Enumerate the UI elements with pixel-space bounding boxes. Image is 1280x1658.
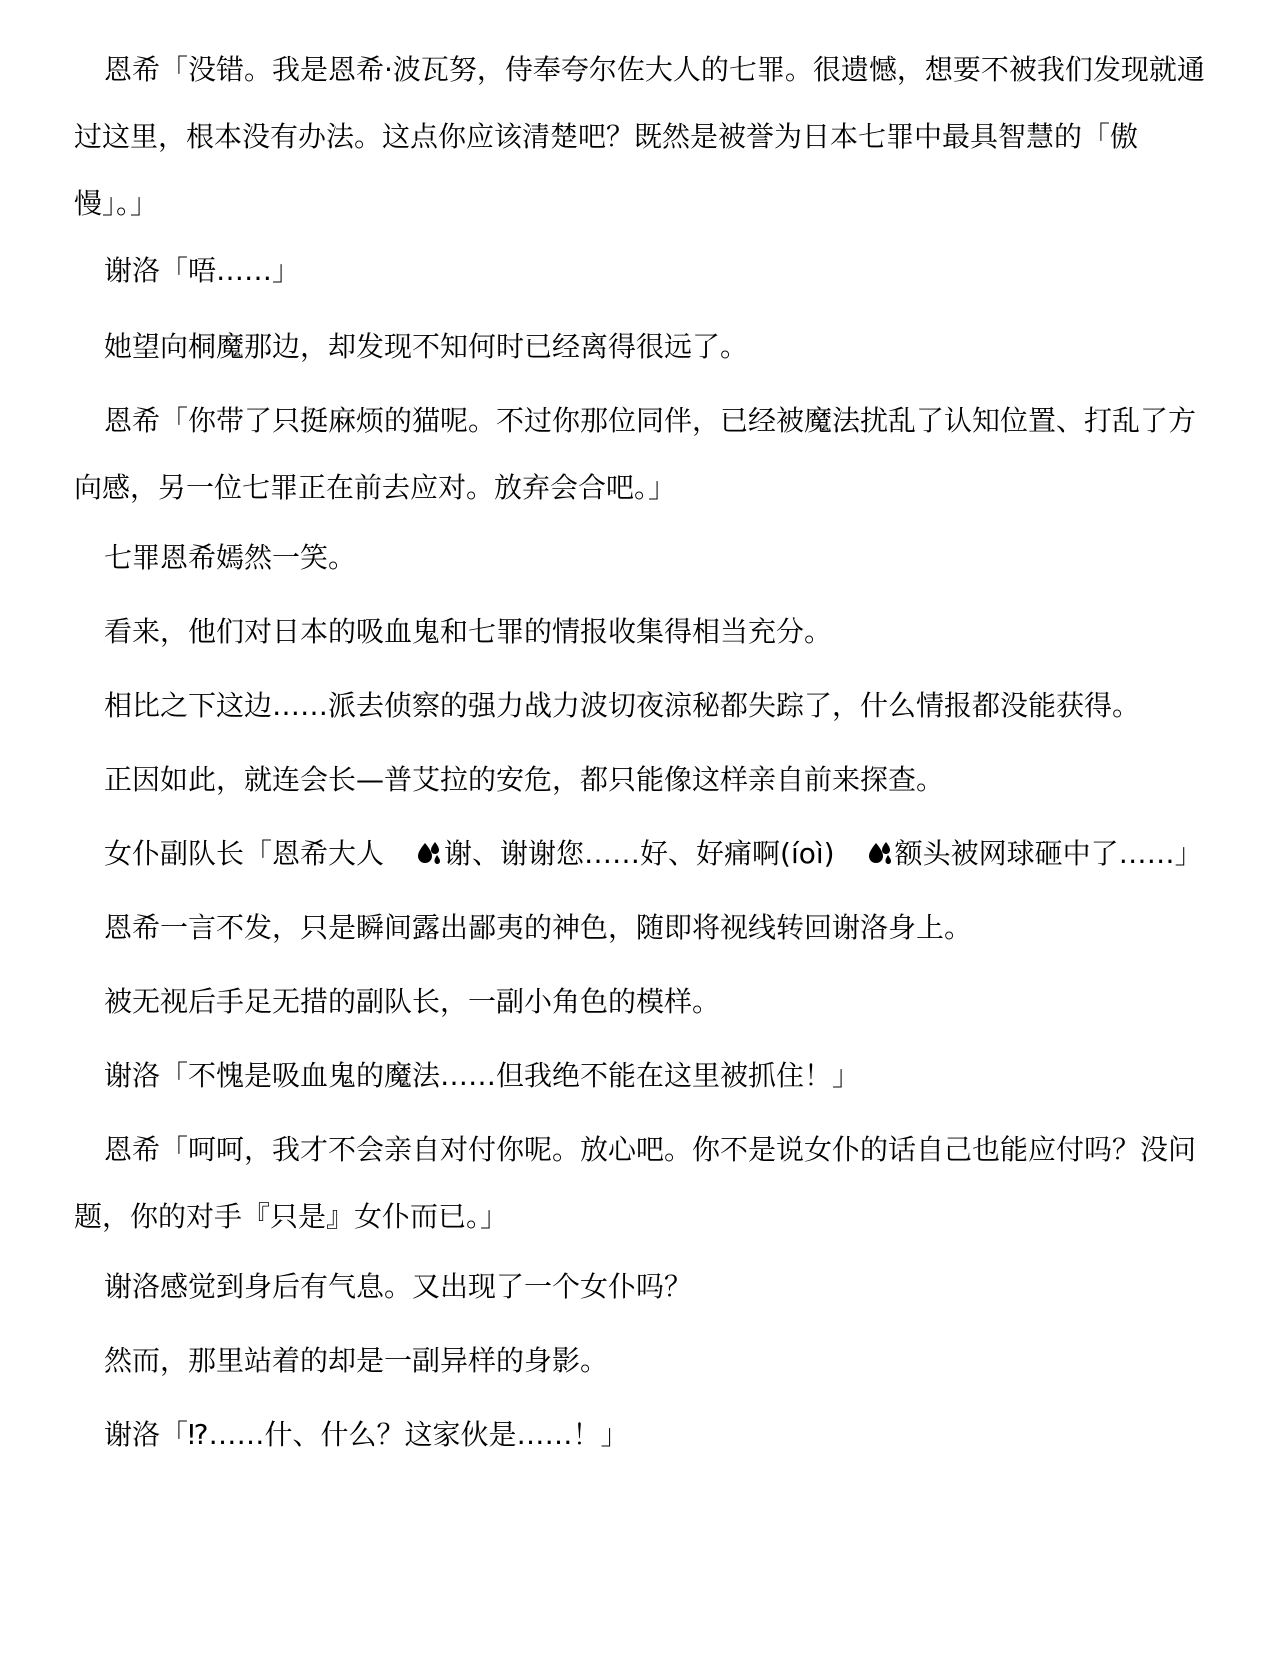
paragraph-3: 她望向桐魔那边，却发现不知何时已经离得很远了。 [104, 330, 749, 363]
paragraph-6: 看来，他们对日本的吸血鬼和七罪的情报收集得相当充分。 [104, 615, 833, 648]
paragraph-16: 谢洛「⁉……什、什么？这家伙是……！」 [104, 1418, 629, 1451]
paragraph-14: 谢洛感觉到身后有气息。又出现了一个女仆吗？ [104, 1270, 693, 1303]
paragraph-8: 正因如此，就连会长—普艾拉的安危，都只能像这样亲自前来探查。 [104, 763, 945, 796]
paragraph-12: 谢洛「不愧是吸血鬼的魔法……但我绝不能在这里被抓住！」 [104, 1059, 861, 1092]
paragraph-11: 被无视后手足无措的副队长，一副小角色的模样。 [104, 985, 721, 1018]
paragraph-9 [74, 820, 1208, 889]
paragraph-10: 恩希一言不发，只是瞬间露出鄙夷的神色，随即将视线转回谢洛身上。 [104, 911, 973, 944]
paragraph-13: 恩希「呵呵，我才不会亲自对付你呢。放心吧。你不是说女仆的话自己也能应付吗？没问题，你的对手『只是』女仆而已。」 [74, 1133, 1197, 1233]
paragraph-15: 然而，那里站着的却是一副异样的身影。 [104, 1344, 609, 1377]
maid-line-part-2: 谢、谢谢您……好、好痛啊(íoì) [444, 837, 835, 870]
sweat-drops-icon [837, 822, 893, 889]
paragraph-7: 相比之下这边……派去侦察的强力战力波切夜涼秘都失踪了，什么情报都没能获得。 [104, 689, 1141, 722]
sweat-drops-icon [386, 822, 442, 889]
paragraph-4: 恩希「你带了只挺麻烦的猫呢。不过你那位同伴，已经被魔法扰乱了认知位置、打乱了方向感，另一位七罪正在前去应对。放弃会合吧。」 [74, 404, 1197, 504]
paragraph-2: 谢洛「唔……」 [104, 254, 301, 287]
maid-line-part-3: 额头被网球砸中了……」 [894, 837, 1203, 870]
maid-line-part-1: 女仆副队长「恩希大人 [104, 837, 385, 870]
paragraph-1: 恩希「没错。我是恩希·波瓦努，侍奉夸尔佐大人的七罪。很遗憾，想要不被我们发现就通过这里，根本没有办法。这点你应该清楚吧？既然是被誉为日本七罪中最具智慧的「傲慢」。」 [74, 53, 1205, 220]
paragraph-5: 七罪恩希嫣然一笑。 [104, 541, 357, 574]
